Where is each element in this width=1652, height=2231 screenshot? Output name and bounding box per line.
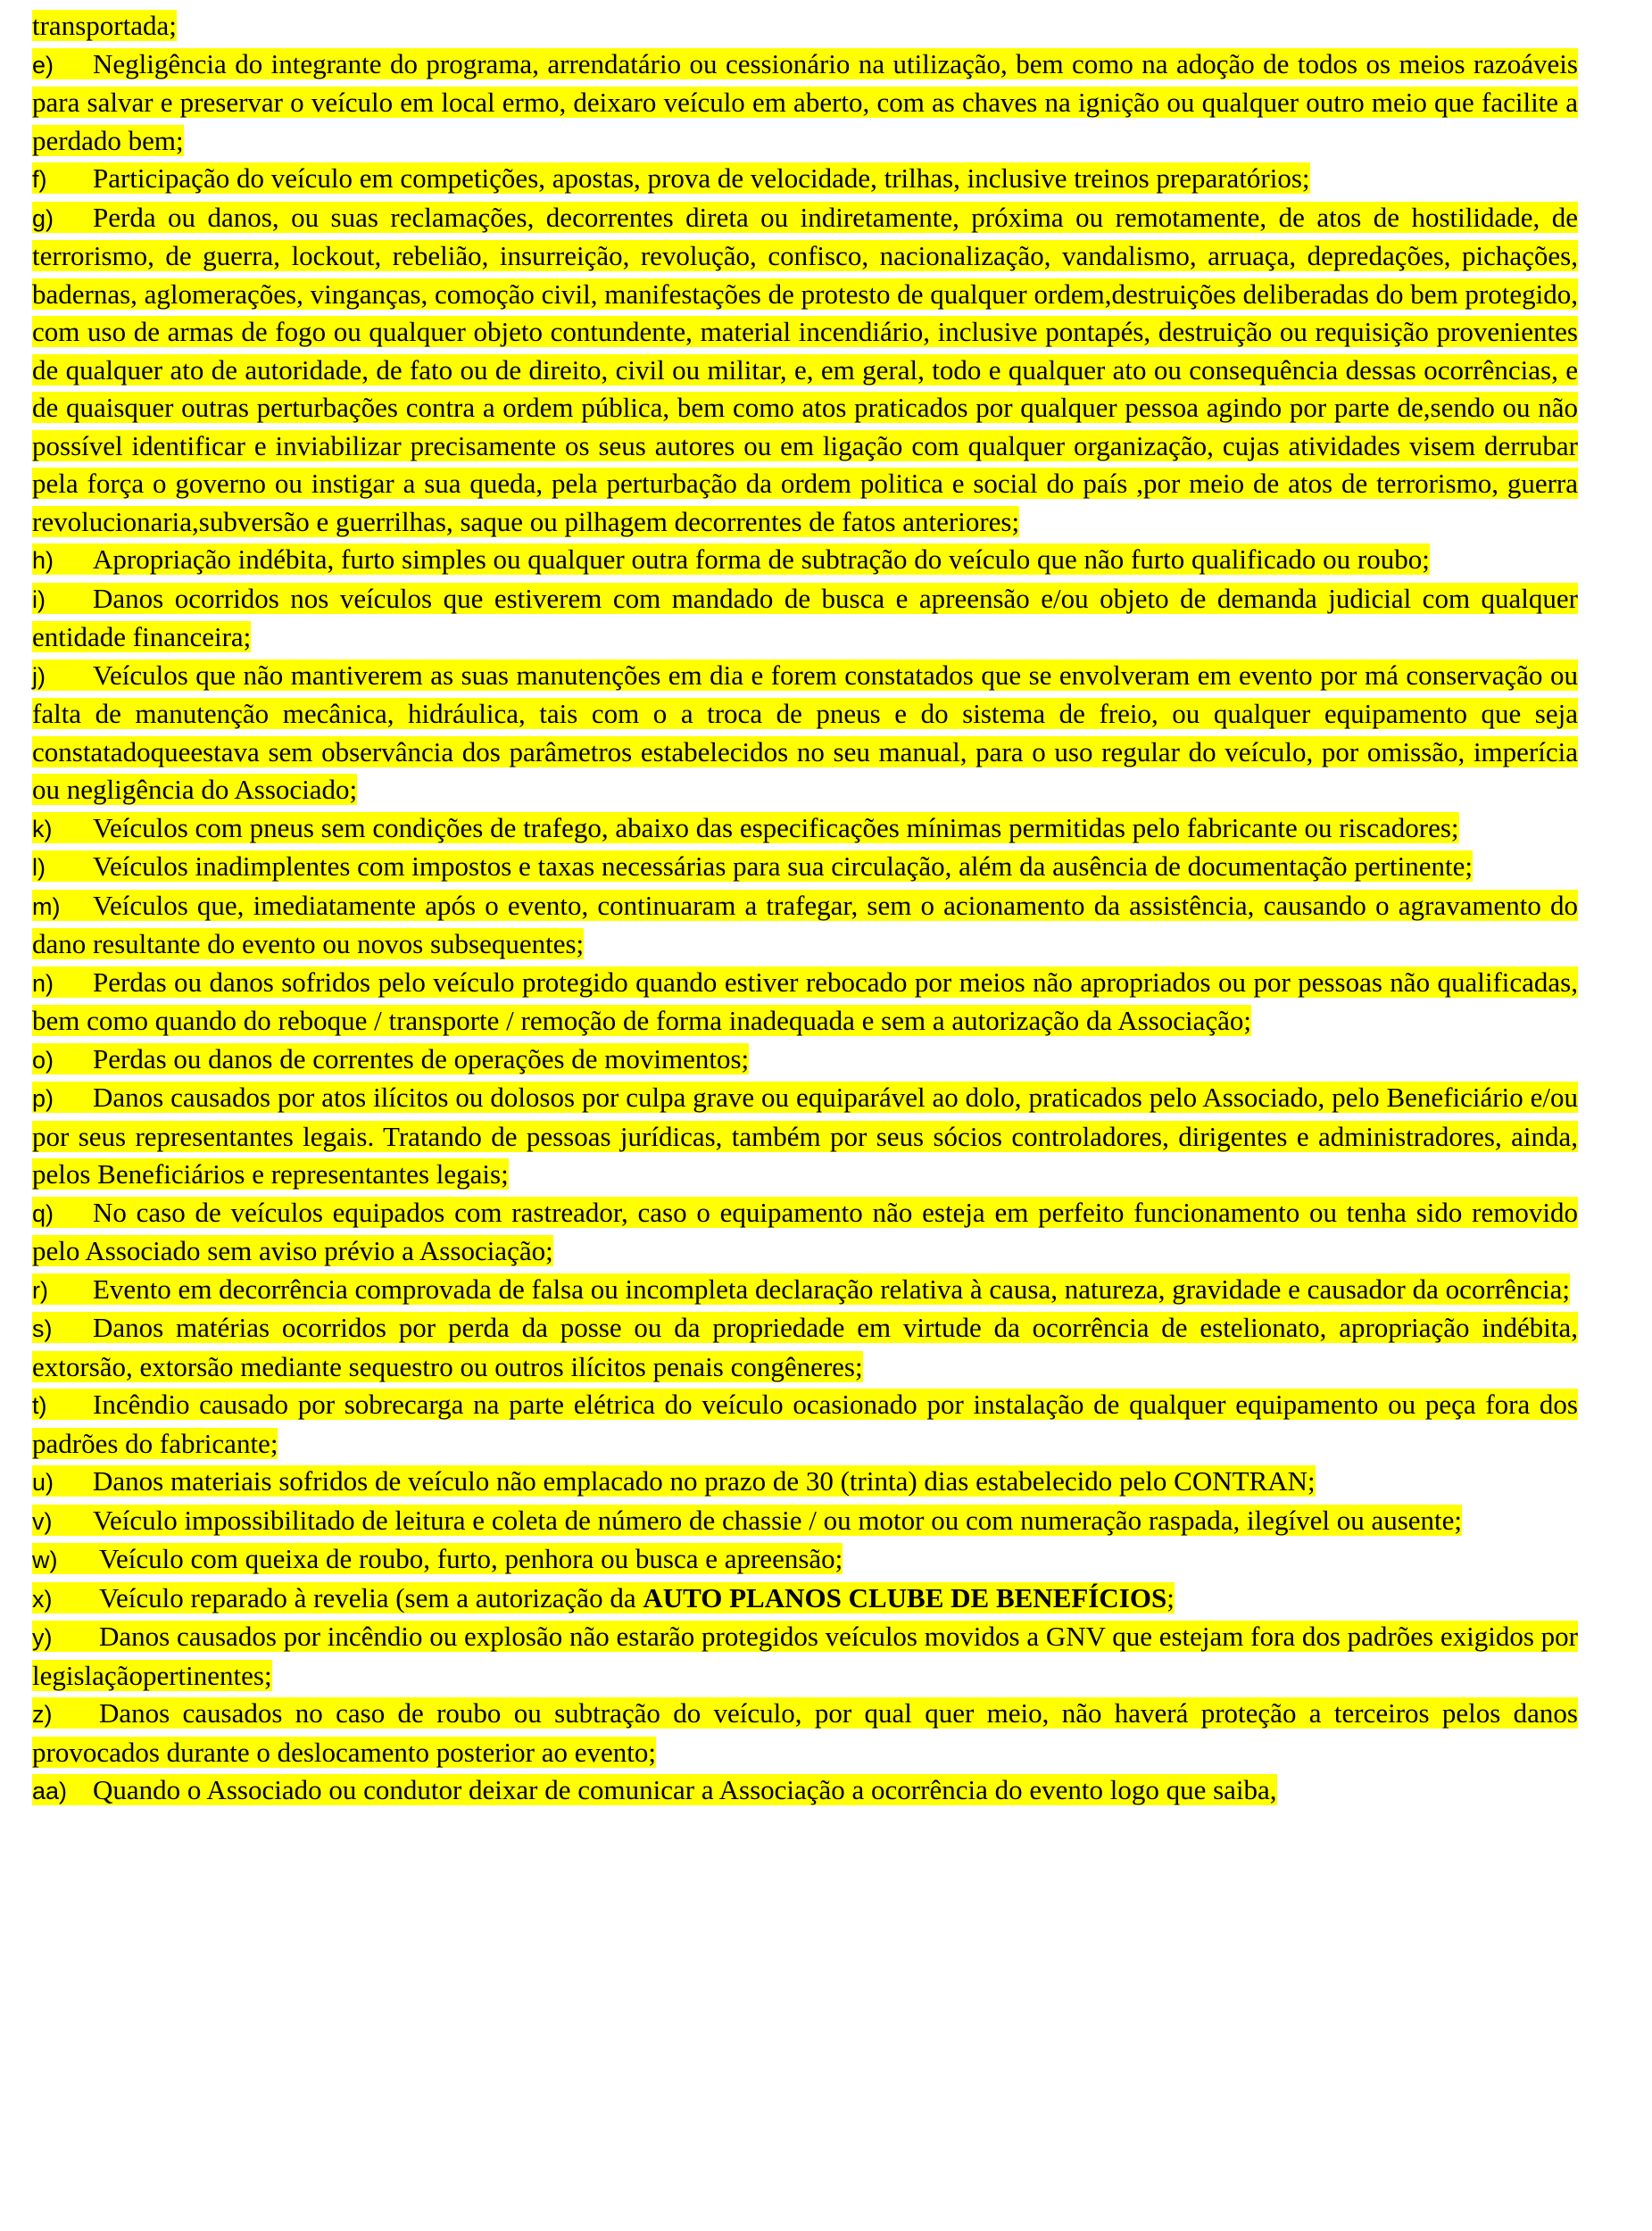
item-text: Perdas ou danos de correntes de operações de movimentos;	[93, 1042, 750, 1074]
item-marker: x)	[32, 1585, 53, 1613]
item-text: Danos matérias ocorridos por perda da posse ou da propriedade em virtude da ocorrência de estelionato, apropriação indébita, extorsão, extorsão mediante sequestro ou outros ilícitos penais congêneres;	[32, 1312, 1578, 1382]
list-item-m	[32, 887, 1578, 964]
list-item-j	[32, 657, 1578, 809]
item-text: Quando o Associado ou condutor deixar de comunicar a Associação a ocorrência do evento logo que saiba,	[93, 1774, 1277, 1805]
item-marker: y)	[32, 1624, 53, 1651]
item-marker: j)	[32, 662, 46, 690]
list-item-f	[32, 160, 1578, 199]
item-text: Danos causados por incêndio ou explosão não estarão protegidos veículos movidos a GNV que estejam fora dos padrões exigidos por legislaçãopertinentes;	[32, 1621, 1578, 1691]
item-marker: n)	[32, 969, 54, 997]
company-name: AUTO PLANOS CLUBE DE BENEFÍCIOS	[643, 1581, 1167, 1613]
item-text: Perda ou danos, ou suas reclamações, decorrentes direta ou indiretamente, próxima ou remotamente, de atos de hostilidade, de terrorismo, de guerra, lockout, rebelião, insurreição, revolução, confisco, nacionalização, vandalismo, arruaça, depredações, pichações, badernas, aglomerações, vinganças, comoção civil, manifestações de protesto de qualquer ordem,destruições deliberadas do bem protegido, com uso de armas de fogo ou qualquer objeto contundente, material incendiário, inclusive pontapés, destruição ou requisição provenientes de qualquer ato de autoridade, de fato ou de direito, civil ou militar, e, em geral, todo e qualquer ato ou consequência dessas ocorrências, e de quaisquer outras perturbações contra a ordem pública, bem como atos praticados por qualquer pessoa agindo por parte de,sendo ou não possível identificar e inviabilizar precisamente os seus autores ou em ligação com qualquer organização, cujas atividades visem derrubar pela força o governo ou instigar a sua queda, pela perturbação da ordem politica e social do país ,por meio de atos de terrorismo, guerra revolucionaria,subversão e guerrilhas, saque ou pilhagem decorrentes de fatos anteriores;	[32, 201, 1578, 537]
list-item-x	[32, 1580, 1578, 1619]
item-text: Veículo reparado à revelia (sem a autorização da	[99, 1581, 643, 1613]
item-marker: u)	[32, 1469, 54, 1496]
item-text: Danos causados por atos ilícitos ou dolosos por culpa grave ou equiparável ao dolo, praticados pelo Associado, pelo Beneficiário e/ou por seus representantes legais. Tratando de pessoas jurídicas, também por seus sócios controladores, dirigentes e administradores, ainda, pelos Beneficiários e representantes legais;	[32, 1082, 1578, 1190]
item-text: Incêndio causado por sobrecarga na parte elétrica do veículo ocasionado por instalação de qualquer equipamento ou peça fora dos padrões do fabricante;	[32, 1389, 1578, 1459]
list-item-aa	[32, 1771, 1578, 1811]
item-text: Veículo com queixa de roubo, furto, penhora ou busca e apreensão;	[99, 1543, 843, 1574]
item-marker: s)	[32, 1315, 53, 1342]
list-item-z	[32, 1695, 1578, 1771]
item-marker: f)	[32, 166, 47, 193]
document-page	[32, 7, 1578, 1811]
item-marker: z)	[32, 1701, 53, 1728]
item-marker: q)	[32, 1199, 54, 1227]
list-item-e	[32, 46, 1578, 161]
list-item-r	[32, 1271, 1578, 1310]
list-item-g	[32, 199, 1578, 542]
list-item-y	[32, 1618, 1578, 1695]
item-text: Danos materiais sofridos de veículo não emplacado no prazo de 30 (trinta) dias estabelecido pelo CONTRAN;	[93, 1465, 1316, 1497]
list-item-t	[32, 1386, 1578, 1463]
item-text: Veículos que não mantiverem as suas manutenções em dia e forem constatados que se envolveram em evento por má conservação ou falta de manutenção mecânica, hidráulica, tais com o a troca de pneus e do sistema de freio, ou qualquer equipamento que seja constatadoqueestava sem observância dos parâmetros estabelecidos no seu manual, para o uso regular do veículo, por omissão, imperícia ou negligência do Associado;	[32, 659, 1578, 805]
item-marker: m)	[32, 892, 61, 920]
item-text: Veículos com pneus sem condições de trafego, abaixo das especificações mínimas permitidas pelo fabricante ou riscadores;	[93, 811, 1459, 843]
item-marker: t)	[32, 1392, 47, 1419]
lead-in-text: transportada;	[32, 10, 177, 41]
item-marker: p)	[32, 1085, 54, 1112]
item-marker: r)	[32, 1276, 48, 1304]
item-marker: l)	[32, 854, 46, 881]
item-text: Participação do veículo em competições, apostas, prova de velocidade, trilhas, inclusive treinos preparatórios;	[93, 162, 1310, 194]
item-text: Apropriação indébita, furto simples ou qualquer outra forma de subtração do veículo que não furto qualificado ou roubo;	[93, 543, 1430, 575]
item-text: No caso de veículos equipados com rastreador, caso o equipamento não esteja em perfeito funcionamento ou tenha sido removido pelo Associado sem aviso prévio a Associação;	[32, 1196, 1578, 1266]
list-item-n	[32, 964, 1578, 1041]
item-text: Negligência do integrante do programa, arrendatário ou cessionário na utilização, bem como na adoção de todos os meios razoáveis para salvar e preservar o veículo em local ermo, deixaro veículo em aberto, com as chaves na ignição ou qualquer outro meio que facilite a perdado bem;	[32, 47, 1578, 156]
item-marker: h)	[32, 547, 54, 574]
item-text: Veículo impossibilitado de leitura e coleta de número de chassie / ou motor ou com numeração raspada, ilegível ou ausente;	[93, 1504, 1463, 1536]
item-text: Danos causados no caso de roubo ou subtração do veículo, por qual quer meio, não haverá proteção a terceiros pelos danos provocados durante o deslocamento posterior ao evento;	[32, 1697, 1578, 1768]
item-marker: g)	[32, 204, 54, 232]
list-item-k	[32, 809, 1578, 849]
list-item-l	[32, 848, 1578, 887]
item-text: Evento em decorrência comprovada de falsa ou incompleta declaração relativa à causa, natureza, gravidade e causador da ocorrência;	[93, 1273, 1571, 1305]
item-marker: o)	[32, 1046, 54, 1074]
item-text: Veículos que, imediatamente após o evento, continuaram a trafegar, sem o acionamento da assistência, causando o agravamento do dano resultante do evento ou novos subsequentes;	[32, 889, 1578, 959]
item-marker: i)	[32, 585, 46, 613]
list-item-u	[32, 1463, 1578, 1502]
item-marker: v)	[32, 1507, 53, 1535]
item-text-end: ;	[1166, 1581, 1175, 1613]
list-item-h	[32, 541, 1578, 580]
list-item-s	[32, 1309, 1578, 1386]
item-text: Danos ocorridos nos veículos que estiverem com mandado de busca e apreensão e/ou objeto de demanda judicial com qualquer entidade financeira;	[32, 582, 1578, 652]
item-marker: k)	[32, 815, 53, 842]
item-marker: w)	[32, 1547, 58, 1573]
item-marker: e)	[32, 51, 54, 79]
item-text: Perdas ou danos sofridos pelo veículo protegido quando estiver rebocado por meios não apropriados ou por pessoas não qualificadas, bem como quando do reboque / transporte / remoção de forma inadequada e sem a autorização da Associação;	[32, 966, 1578, 1036]
item-text: Veículos inadimplentes com impostos e taxas necessárias para sua circulação, além da ausência de documentação pertinente;	[93, 850, 1473, 882]
list-item-w	[32, 1540, 1578, 1580]
list-item-p	[32, 1079, 1578, 1194]
list-item-i	[32, 580, 1578, 657]
list-item-o	[32, 1041, 1578, 1080]
list-item-v	[32, 1502, 1578, 1541]
item-marker: aa)	[32, 1778, 68, 1804]
list-item-q	[32, 1194, 1578, 1271]
lead-in-paragraph	[32, 7, 1578, 46]
